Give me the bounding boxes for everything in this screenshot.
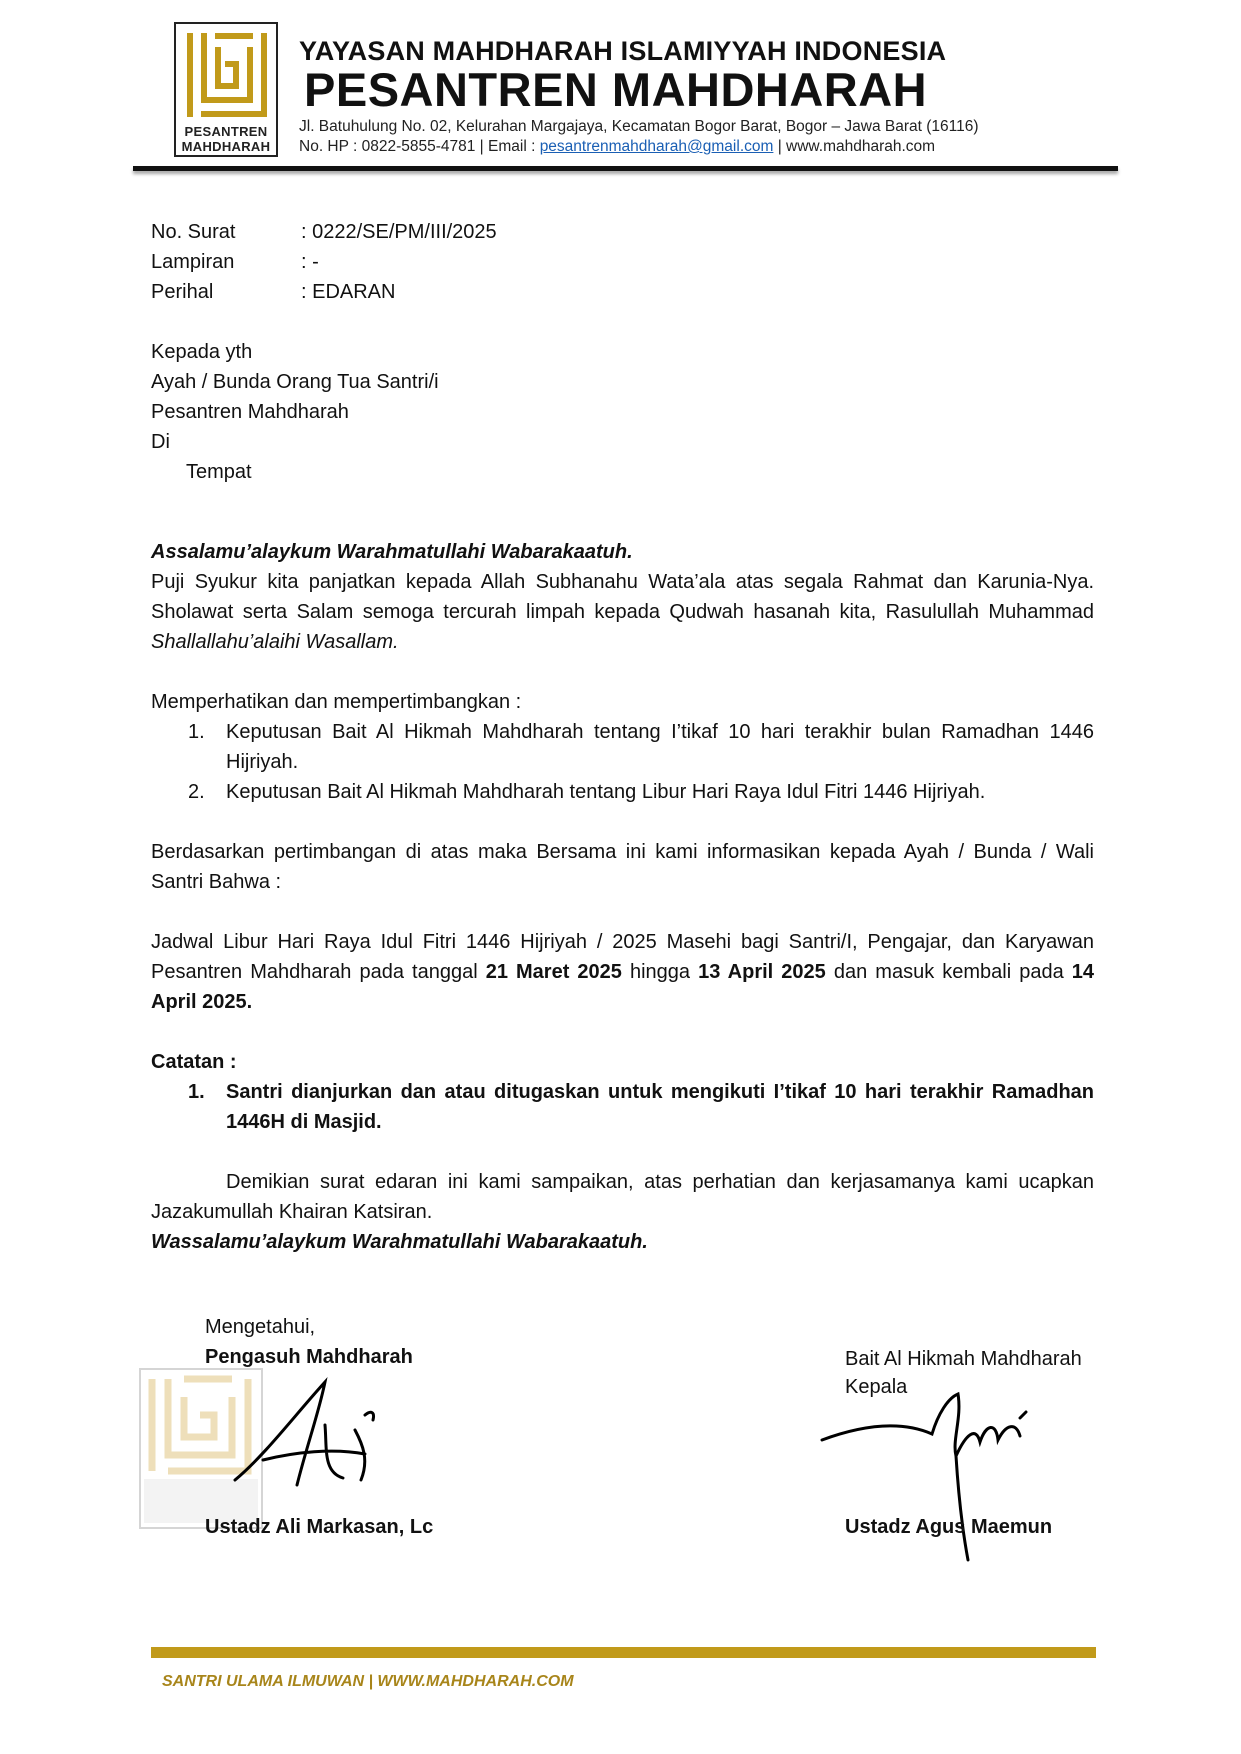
contact-line [299,138,935,156]
kufic-logo-icon [184,30,270,120]
pesantren-logo [174,22,278,157]
closing-paragraph: Demikian surat edaran ini kami sampaikan, atas perhatian dan kerjasamanya kami ucapkan Jazakumullah Khairan Katsiran. [151,1171,1094,1223]
school-name: PESANTREN MAHDHARAH [304,63,928,116]
note-text: Santri dianjurkan dan atau ditugaskan untuk mengikuti I’tikaf 10 hari terakhir Ramadhan 1446H di Masjid. [226,1081,1094,1133]
footer-tagline: SANTRI ULAMA ILMUWAN | WWW.MAHDHARAH.COM [162,1673,574,1690]
consider-intro: Memperhatikan dan mempertimbangkan : [151,691,522,713]
schedule-paragraph [151,927,1094,1017]
logo-text-bottom: MAHDHARAH [181,139,271,154]
header-divider [133,166,1118,171]
meta-label-number: No. Surat [151,221,236,243]
recipient-line: Ayah / Bunda Orang Tua Santri/i [151,371,439,393]
footer-divider [151,1647,1096,1658]
address: Jl. Batuhulung No. 02, Kelurahan Margajaya, Kecamatan Bogor Barat, Bogor – Jawa Barat (16116) [299,118,979,135]
sig-left-intro: Mengetahui, [205,1316,316,1338]
opening-salutation: Shallallahu’alaihi Wasallam. [151,631,399,653]
meta-label-subject: Perihal [151,281,214,303]
contact-phone: No. HP : 0822-5855-4781 | Email : [299,138,540,155]
recipient-line: Pesantren Mahdharah [151,401,349,423]
note-number: 1. [188,1081,205,1103]
signature-left [215,1370,405,1510]
basis-paragraph: Berdasarkan pertimbangan di atas maka Bersama ini kami informasikan kepada Ayah / Bunda / Wali Santri Bahwa : [151,841,1094,893]
list-item: Keputusan Bait Al Hikmah Mahdharah tentang I’tikaf 10 hari terakhir bulan Ramadhan 1446 Hijriyah. [226,721,1094,773]
schedule-text: dan masuk kembali pada [825,961,1072,983]
website: | www.mahdharah.com [773,138,936,155]
logo-text-top: PESANTREN [184,124,268,139]
start-date: 21 Maret 2025 [485,961,622,983]
return-date: 14 April 2025. [151,961,1095,1013]
list-item: Keputusan Bait Al Hikmah Mahdharah tentang Libur Hari Raya Idul Fitri 1446 Hijriyah. [226,781,986,803]
list-number: 2. [188,781,205,803]
sig-right-role: Kepala [845,1376,908,1398]
list-number: 1. [188,721,205,743]
recipient-line: Kepada yth [151,341,253,363]
meta-value-attachment: : - [301,251,319,273]
greeting: Assalamu’alaykum Warahmatullahi Wabarakaatuh. [151,541,633,563]
opening-text: Puji Syukur kita panjatkan kepada Allah Subhanahu Wata’ala atas segala Rahmat dan Karunia-Nya. Sholawat serta Salam semoga tercurah limpah kepada Qudwah hasanah kita, Rasulullah Muhammad [151,571,1094,623]
opening-paragraph [151,567,1094,657]
sig-right-name: Ustadz Agus Maemun [845,1516,1053,1538]
meta-label-attachment: Lampiran [151,251,235,273]
recipient-line: Di [151,431,170,453]
recipient-line: Tempat [186,461,252,483]
email-link[interactable]: pesantrenmahdharah@gmail.com [539,138,774,155]
end-date: 13 April 2025 [698,961,826,983]
meta-value-subject: : EDARAN [301,281,396,303]
org-name: YAYASAN MAHDHARAH ISLAMIYYAH INDONESIA [299,36,947,66]
sig-left-role: Pengasuh Mahdharah [205,1346,413,1368]
schedule-text: hingga [621,961,699,983]
note-title: Catatan : [151,1051,237,1073]
farewell: Wassalamu’alaykum Warahmatullahi Wabarakaatuh. [151,1231,648,1253]
meta-value-number: : 0222/SE/PM/III/2025 [301,221,497,243]
sig-left-name: Ustadz Ali Markasan, Lc [205,1516,434,1538]
schedule-text: Jadwal Libur Hari Raya Idul Fitri 1446 Hijriyah / 2025 Masehi bagi Santri/I, Pengajar, dan Karyawan Pesantren Mahdharah pada tanggal [151,931,1094,983]
sig-right-org: Bait Al Hikmah Mahdharah [845,1348,1082,1370]
